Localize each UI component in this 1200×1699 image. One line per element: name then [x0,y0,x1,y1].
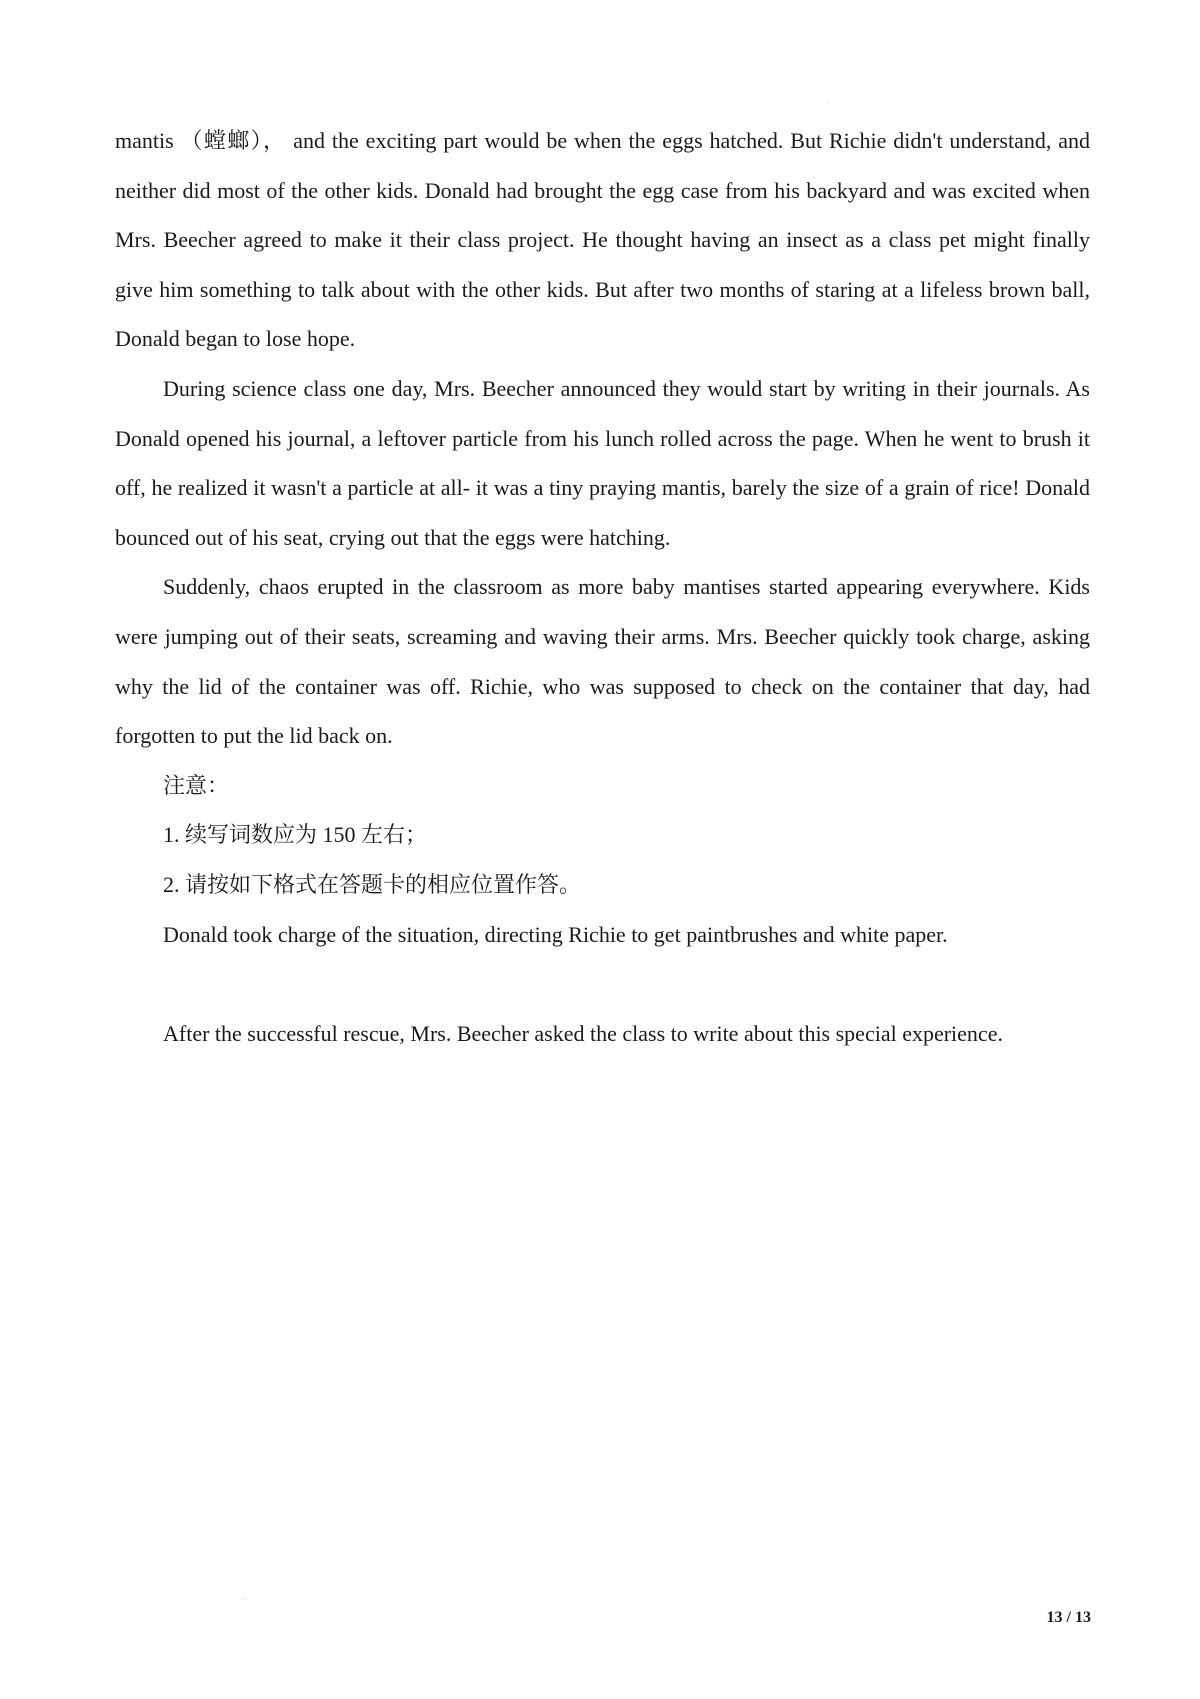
document-body [115,116,1090,1058]
blank-gap [115,959,1090,1009]
continuation-prompt-1: Donald took charge of the situation, directing Richie to get paintbrushes and white paper. [163,921,948,947]
scan-speck [827,102,828,103]
continuation-prompt-2: After the successful rescue, Mrs. Beecher asked the class to write about this special experience. [163,1020,1003,1046]
scan-speck [244,1599,245,1600]
note-item-1: 1. 续写词数应为 150 左右； [163,822,428,848]
story-paragraph-2: During science class one day, Mrs. Beecher announced they would start by writing in their journals. As Donald opened his journal, a leftover particle from his lunch rolled across the page. When he went to brush it off, he realized it wasn't a particle at all- it was a tiny praying mantis, barely the size of a grain of rice! Donald bounced out of his seat, crying out that the eggs were hatching. [115,375,1090,550]
notes-heading: 注意： [163,772,230,798]
note-item-2: 2. 请按如下格式在答题卡的相应位置作答。 [163,871,582,897]
page-number: 13 / 13 [1046,1609,1091,1626]
story-paragraph-3: Suddenly, chaos erupted in the classroom as more baby mantises started appearing everywhere. Kids were jumping out of their seats, screaming and waving their arms. Mrs. Beecher quickly took charge, asking why the lid of the container was off. Richie, who was supposed to check on the container that day, had forgotten to put the lid back on. [115,574,1090,749]
story-paragraph-1: mantis （螳螂）， and the exciting part would be when the eggs hatched. But Richie didn't understand, and neither did most of the other kids. Donald had brought the egg case from his backyard and was excited when Mrs. Beecher agreed to make it their class project. He thought having an insect as a class pet might finally give him something to talk about with the other kids. But after two months of staring at a lifeless brown ball, Donald began to lose hope. [115,128,1090,352]
